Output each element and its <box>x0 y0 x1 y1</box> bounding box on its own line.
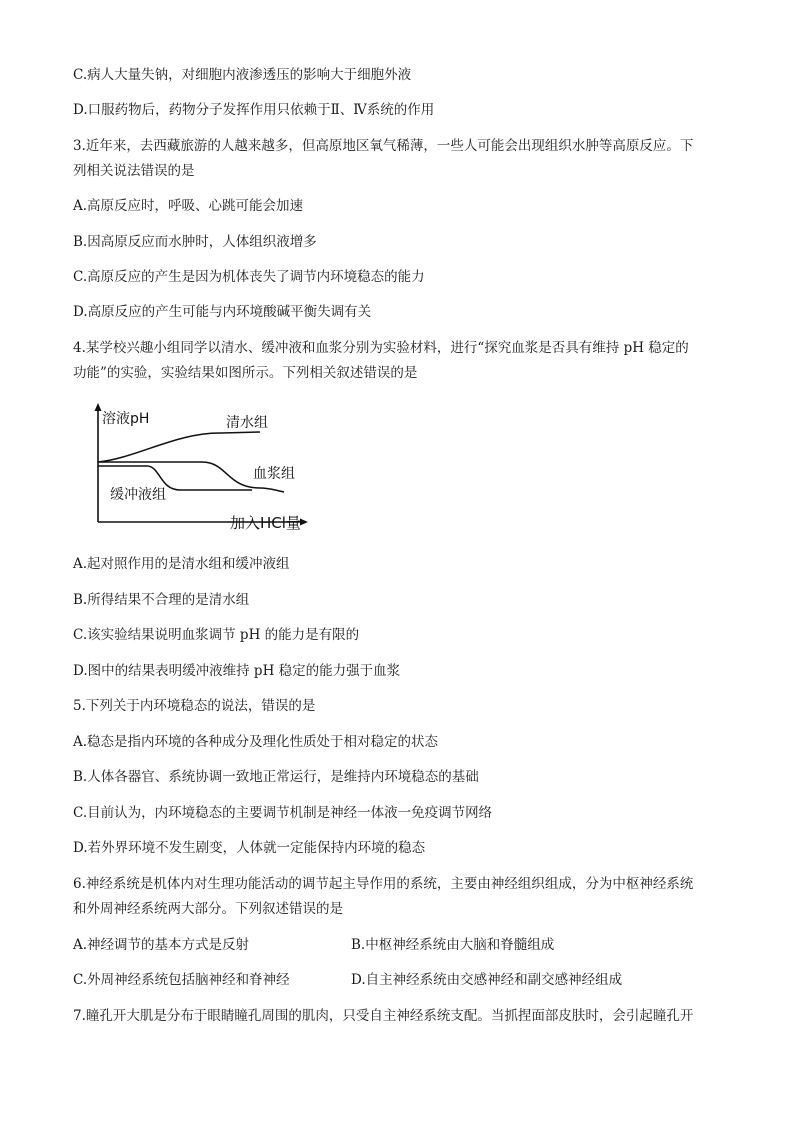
option-5c: C.目前认为，内环境稳态的主要调节机制是神经一体液一免疫调节网络 <box>73 805 493 821</box>
series-label-water: 清水组 <box>226 415 268 431</box>
question-6-stem-line1: 6.神经系统是机体内对生理功能活动的调节起主导作用的系统，主要由神经组织组成，分为中枢神经系统 <box>73 876 694 892</box>
option-4d: D.图中的结果表明缓冲液维持 pH 稳定的能力强于血浆 <box>73 663 401 679</box>
ph-chart <box>92 402 312 532</box>
option-6d: D.自主神经系统由交感神经和副交感神经组成 <box>351 972 623 988</box>
option-3d: D.高原反应的产生可能与内环境酸碱平衡失调有关 <box>73 304 372 320</box>
question-4-stem-line1: 4.某学校兴趣小组同学以清水、缓冲液和血浆分别为实验材料，进行“探究血浆是否具有维持 pH 稳定的 <box>73 340 689 356</box>
x-axis-arrow <box>300 519 308 526</box>
x-axis-label: 加入HCl量 <box>230 514 301 532</box>
option-2d: D.口服药物后，药物分子发挥作用只依赖于Ⅱ、Ⅳ系统的作用 <box>73 102 435 118</box>
question-3-stem-line2: 列相关说法错误的是 <box>73 163 195 179</box>
series-label-plasma: 血浆组 <box>253 466 295 482</box>
option-4b: B.所得结果不合理的是清水组 <box>73 592 250 608</box>
option-5a: A.稳态是指内环境的各种成分及理化性质处于相对稳定的状态 <box>73 734 439 750</box>
option-4a: A.起对照作用的是清水组和缓冲液组 <box>73 556 290 572</box>
y-axis-label: 溶液pH <box>102 411 150 427</box>
option-6b: B.中枢神经系统由大脑和脊髓组成 <box>351 937 555 953</box>
series-curve-water <box>98 432 260 462</box>
option-4c: C.该实验结果说明血浆调节 pH 的能力是有限的 <box>73 627 360 643</box>
option-3b: B.因高原反应而水肿时，人体组织液增多 <box>73 234 317 250</box>
option-6c: C.外周神经系统包括脑神经和脊神经 <box>73 972 290 988</box>
option-5d: D.若外界环境不发生剧变，人体就一定能保持内环境的稳态 <box>73 840 426 856</box>
question-5-stem: 5.下列关于内环境稳态的说法，错误的是 <box>73 698 316 714</box>
y-axis-arrow <box>95 403 102 411</box>
option-6a: A.神经调节的基本方式是反射 <box>73 937 250 953</box>
option-5b: B.人体各器官、系统协调一致地正常运行，是维持内环境稳态的基础 <box>73 769 479 785</box>
option-3c: C.高原反应的产生是因为机体丧失了调节内环境稳态的能力 <box>73 269 425 285</box>
question-3-stem-line1: 3.近年来，去西藏旅游的人越来越多，但高原地区氧气稀薄，一些人可能会出现组织水肿等高原反应。下 <box>73 138 694 154</box>
series-label-buffer: 缓冲液组 <box>110 487 166 503</box>
option-3a: A.高原反应时，呼吸、心跳可能会加速 <box>73 198 304 214</box>
question-7-stem: 7.瞳孔开大肌是分布于眼睛瞳孔周围的肌肉，只受自主神经系统支配。当抓捏面部皮肤时，会引起瞳孔开 <box>73 1008 694 1024</box>
question-6-stem-line2: 和外周神经系统两大部分。下列叙述错误的是 <box>73 901 343 917</box>
question-4-stem-line2: 功能”的实验，实验结果如图所示。下列相关叙述错误的是 <box>73 365 418 381</box>
option-2c: C.病人大量失钠，对细胞内液渗透压的影响大于细胞外液 <box>73 67 412 83</box>
